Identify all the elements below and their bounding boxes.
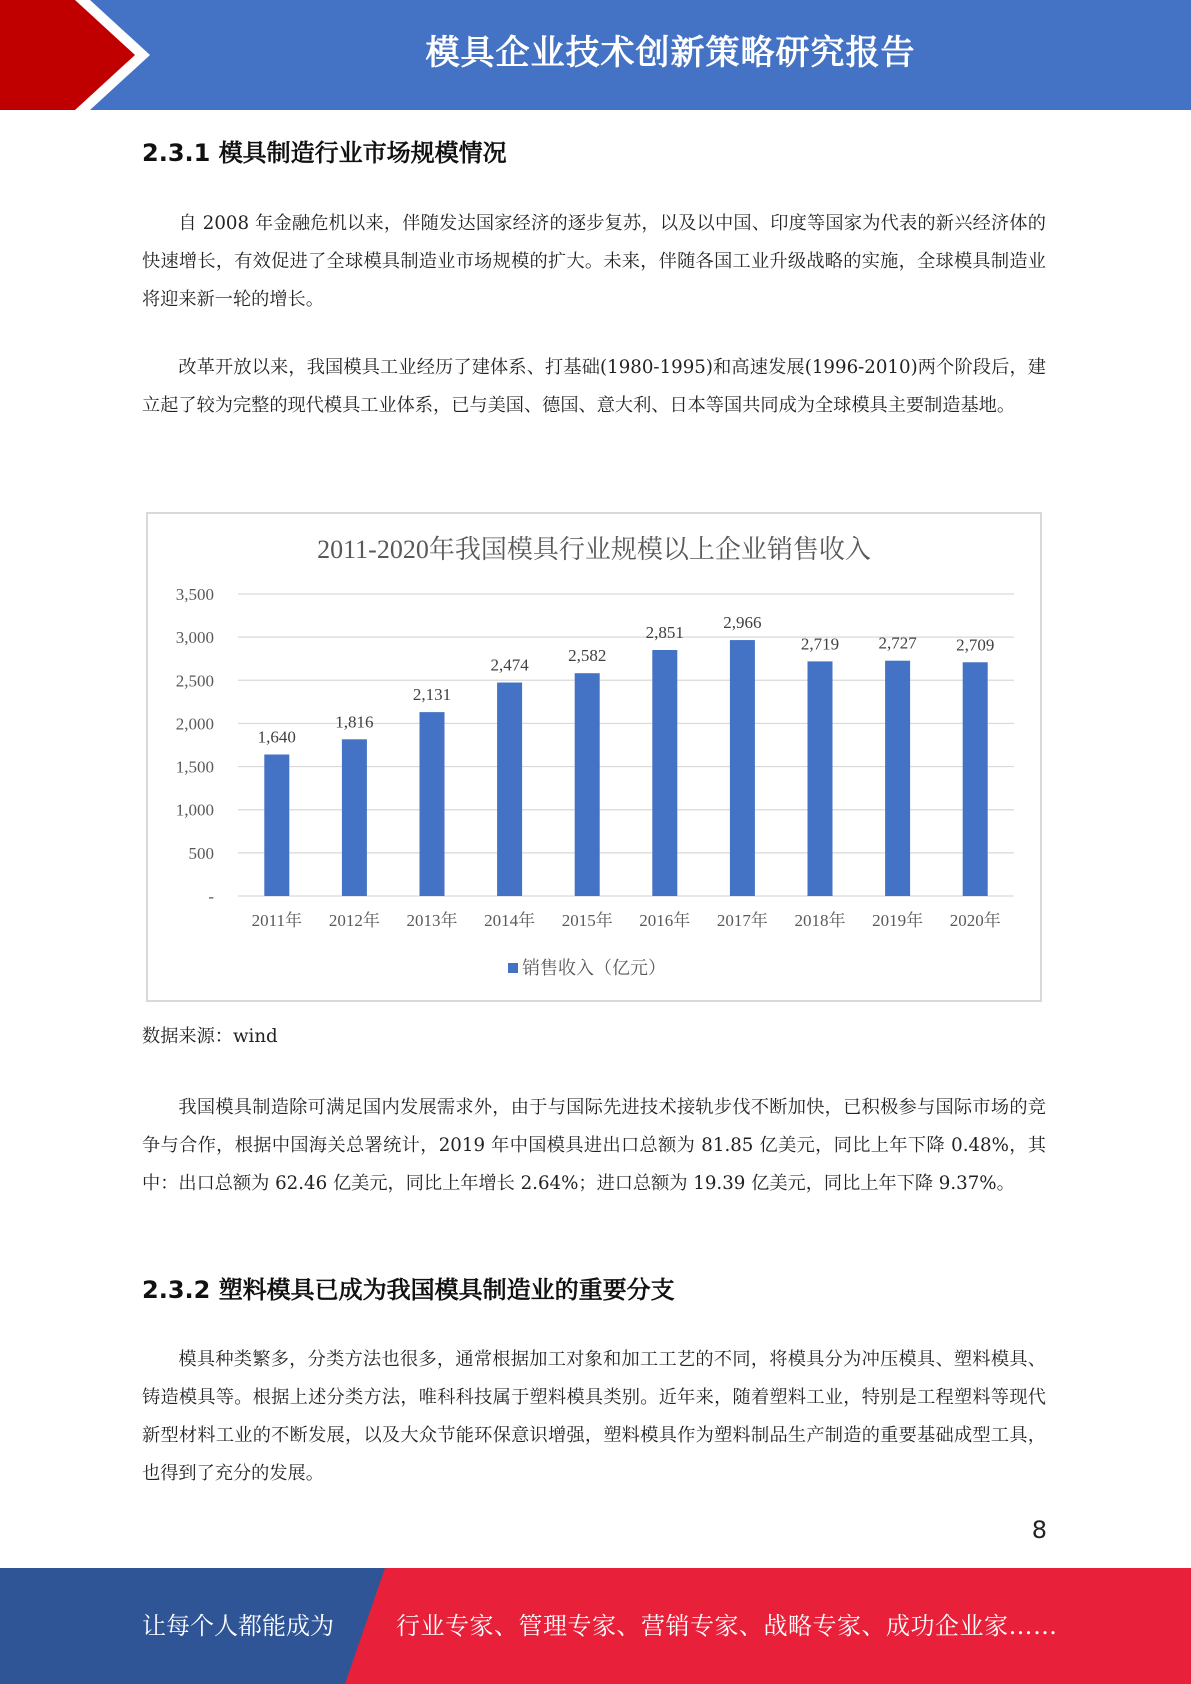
- bar-value-label: 2,709: [956, 635, 995, 655]
- paragraph-plastic-molds: 模具种类繁多，分类方法也很多，通常根据加工对象和加工工艺的不同，将模具分为冲压模具、塑料模具、铸造模具等。根据上述分类方法，唯科科技属于塑料模具类别。近年来，随着塑料工业，特别是工程塑料等现代新型材料工业的不断发展，以及大众节能环保意识增强，塑料模具作为塑料制品生产制造的重要基础成型工具，也得到了充分的发展。: [142, 1349, 1046, 1484]
- x-tick-label: 2013年: [406, 911, 458, 930]
- legend-label: 销售收入（亿元）: [522, 958, 666, 978]
- y-tick-label: 500: [188, 843, 214, 863]
- y-tick-label: 1,500: [175, 757, 214, 777]
- bar: [808, 661, 833, 896]
- y-tick-label: 3,000: [175, 628, 214, 648]
- document-title: 模具企业技术创新策略研究报告: [425, 33, 916, 73]
- x-tick-label: 2015年: [561, 911, 613, 930]
- footer-slogan-right: 行业专家、管理专家、营销专家、战略专家、成功企业家……: [396, 1612, 1058, 1640]
- sales-revenue-chart: [146, 512, 1042, 1002]
- bar-value-label: 2,966: [723, 613, 762, 633]
- bar: [885, 661, 910, 896]
- paragraph-trade-statistics: 我国模具制造除可满足国内发展需求外，由于与国际先进技术接轨步伐不断加快，已积极参与国际市场的竞争与合作，根据中国海关总署统计，2019 年中国模具进出口总额为 81.85 亿美元，同比上年下降 0.48%，其中：出口总额为 62.46 亿美元，同比上年增长 2.64%；进口总额为 19.39 亿美元，同比上年下降 9.37%。: [142, 1097, 1046, 1194]
- bar-value-label: 1,640: [257, 727, 296, 747]
- footer-banner: [0, 1568, 1191, 1684]
- bar-value-label: 2,474: [490, 655, 529, 675]
- bar: [652, 650, 677, 896]
- bar: [342, 739, 367, 896]
- paragraph-market-growth: 自 2008 年金融危机以来，伴随发达国家经济的逐步复苏，以及以中国、印度等国家为代表的新兴经济体的快速增长，有效促进了全球模具制造业市场规模的扩大。未来，伴随各国工业升级战略的实施，全球模具制造业将迎来新一轮的增长。: [142, 213, 1046, 310]
- y-tick-label: 1,000: [175, 800, 214, 820]
- paragraph-industry-history: 改革开放以来，我国模具工业经历了建体系、打基础(1980-1995)和高速发展(1996-2010)两个阶段后，建立起了较为完整的现代模具工业体系，已与美国、德国、意大利、日本等国共同成为全球模具主要制造基地。: [142, 357, 1046, 416]
- x-tick-label: 2016年: [639, 911, 691, 930]
- bar: [497, 683, 522, 896]
- bar-value-label: 1,816: [335, 712, 374, 732]
- bar: [264, 754, 289, 896]
- chart-canvas: [148, 514, 1040, 1000]
- bar: [963, 662, 988, 896]
- x-tick-label: 2012年: [328, 911, 380, 930]
- x-tick-label: 2014年: [484, 911, 536, 930]
- x-tick-label: 2017年: [716, 911, 768, 930]
- y-tick-label: 3,500: [175, 585, 214, 604]
- y-tick-label: 2,500: [175, 671, 214, 691]
- x-tick-label: 2019年: [872, 911, 924, 930]
- y-tick-label: 2,000: [175, 714, 214, 734]
- legend-swatch: [508, 963, 518, 973]
- section-heading-2-3-2: 2.3.2 塑料模具已成为我国模具制造业的重要分支: [142, 1276, 675, 1304]
- x-tick-label: 2011年: [251, 911, 302, 930]
- y-tick-label: -: [208, 887, 214, 906]
- x-tick-label: 2020年: [949, 911, 1001, 930]
- bar-value-label: 2,719: [800, 634, 840, 654]
- x-tick-label: 2018年: [794, 911, 846, 930]
- bar: [575, 673, 600, 896]
- bar-value-label: 2,727: [878, 633, 917, 653]
- bar-value-label: 2,131: [412, 685, 452, 705]
- section-heading-2-3-1: 2.3.1 模具制造行业市场规模情况: [142, 139, 507, 167]
- bar: [420, 712, 445, 896]
- footer-slogan-left: 让每个人都能成为: [142, 1612, 334, 1640]
- bar-value-label: 2,582: [568, 646, 607, 666]
- data-source-note: 数据来源：wind: [142, 1026, 278, 1047]
- header-bar: [0, 0, 1191, 110]
- bar-value-label: 2,851: [645, 622, 684, 642]
- chart-title: 2011-2020年我国模具行业规模以上企业销售收入: [317, 535, 871, 564]
- page-number: 8: [1031, 1516, 1047, 1544]
- bar: [730, 640, 755, 896]
